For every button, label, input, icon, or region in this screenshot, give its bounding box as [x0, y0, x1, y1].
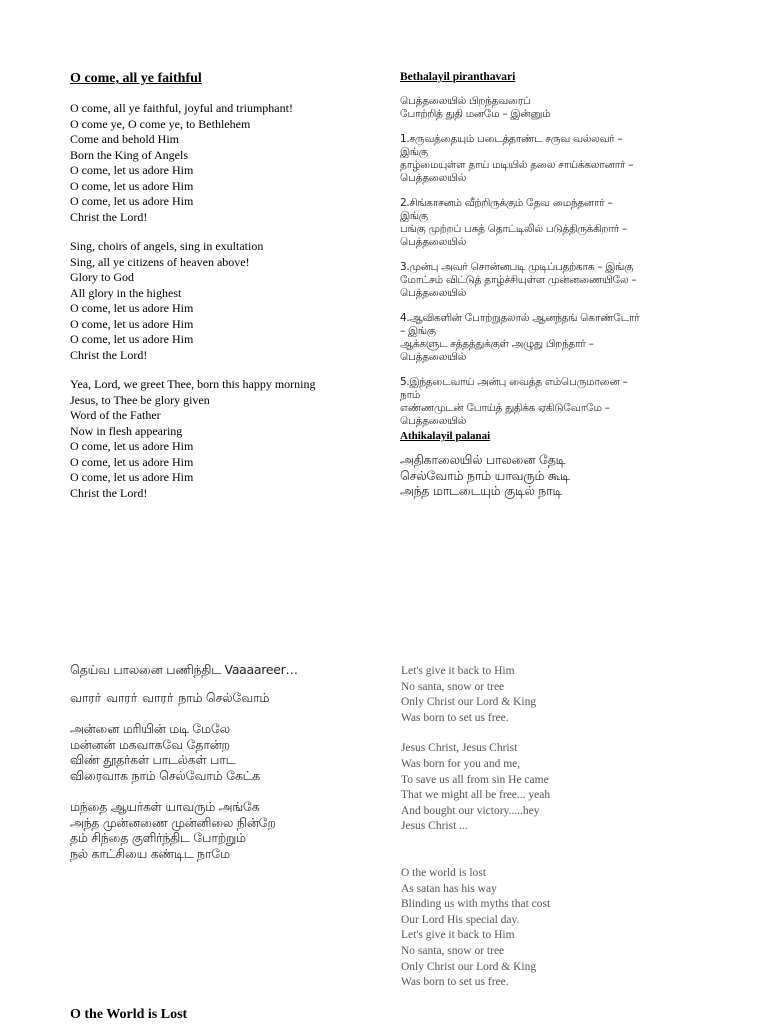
lyric-line: பெத்தலையில் [400, 287, 467, 299]
stanza [401, 866, 701, 991]
lyric-line: ஆக்களுட சத்தத்துக்குள் அழுது பிறந்தார் – [400, 338, 594, 350]
lyric-line: Sing, choirs of angels, sing in exultation [70, 239, 264, 253]
stanza [70, 101, 370, 225]
lyric-line: Glory to God [70, 270, 134, 284]
lyric-line: 4.ஆவிகளின் போற்றுதலால் ஆனந்தங் கொண்டோர் [400, 312, 640, 324]
lyric-line: எண்ணமுடன் போய்த் துதிக்க ஏகிடுவோமே – [400, 402, 610, 414]
lyric-line: No santa, snow or tree [401, 944, 505, 957]
stanza [400, 197, 710, 249]
lyric-line: To save us all from sin He came [401, 773, 549, 786]
lyric-line: Our Lord His special day. [401, 913, 520, 926]
lyric-line: தம் சிந்தை குளிர்ந்திட போற்றும் [70, 830, 246, 845]
lyric-line: Sing, all ye citizens of heaven above! [70, 254, 250, 269]
stanza [401, 664, 701, 726]
lyric-line: Christ the Lord! [70, 347, 148, 362]
lyric-line: Christ the Lord! [70, 485, 148, 500]
lyric-line: O come, let us adore Him [70, 316, 194, 331]
lyric-line: 1.சருவத்தையும் படைத்தாண்ட சருவ வல்லவர் – [400, 133, 623, 145]
lyric-line: Born the King of Angels [70, 147, 188, 162]
lyric-line: O come ye, O come ye, to Bethlehem [70, 116, 251, 131]
lyric-line: Jesus, to Thee be glory given [70, 392, 210, 407]
lyric-line: Blinding us with myths that cost [401, 898, 551, 911]
lyric-line: மோட்சம் விட்டுத் தாழ்ச்சியுள்ள முன்னணையிலே – [400, 274, 637, 286]
lyric-line: Now in flesh appearing [70, 423, 183, 438]
stanza [400, 261, 710, 300]
lyric-line: பெத்தலையில் [400, 172, 467, 184]
lyric-line: Was born for you and me, [401, 757, 521, 770]
lyric-line: Let's give it back to Him [401, 665, 515, 677]
lyric-line: இங்கு [400, 210, 428, 222]
hymn-title: O come, all ye faithful [70, 71, 202, 86]
section-title: O the World is Lost [70, 1007, 188, 1022]
lyric-line: Word of the Father [70, 408, 161, 422]
lyric-line: விரைவாக நாம் செல்வோம் கேட்க [70, 767, 260, 783]
lyric-line: நாம் [400, 389, 421, 401]
lyric-line: As satan has his way [401, 882, 497, 895]
stanza [400, 452, 710, 499]
lyric-line: O come, let us adore Him [70, 470, 194, 484]
lyric-line: O come, all ye faithful, joyful and triumphant! [70, 101, 293, 115]
lyric-line: O come, let us adore Him [70, 454, 194, 469]
lyric-line: அதிகாலையில் பாலனை தேடி [400, 452, 566, 467]
lyric-line: 2.சிங்காசனம் வீற்றிருக்கும் தேவ மைந்தனார் – [400, 197, 613, 209]
lyric-line: Yea, Lord, we greet Thee, born this happy morning [70, 377, 316, 391]
lyric-line: 3.முன்பு அவர் சொன்னபடி முடிப்பதற்காக – இங்கு [400, 261, 634, 273]
stanza [70, 239, 370, 363]
stanza [400, 95, 710, 121]
lyric-line: பெத்தலையில் [400, 236, 467, 248]
hymn-o-come-all-ye-faithful [70, 71, 370, 501]
lyric-line: நல் காட்சியை கண்டிட நாமே [70, 845, 230, 861]
stanza [70, 690, 370, 706]
lyric-line: பங்கு முற்றப் பசுத் தொட்டிலில் படுத்திருக்கிறார் – [400, 223, 627, 235]
stanza [70, 799, 370, 861]
lyric-line: வாரா் வாரா் வாரா் நாம் செல்வோம் [70, 689, 270, 705]
stanza [400, 133, 710, 185]
lyric-line: O come, let us adore Him [70, 178, 194, 193]
lyric-line: மந்தை ஆயர்கள் யாவரும் அங்கே [70, 799, 260, 814]
lyric-line: Jesus Christ ... [401, 820, 468, 833]
lyric-line: அந்த முன்னணை முன்னிலை நின்றே [70, 814, 276, 830]
hymn-title: Bethalayil piranthavari [400, 71, 516, 83]
lyric-line: விண் தூதர்கள் பாடல்கள் பாட [70, 752, 236, 767]
lyric-line: பெத்தலையில் [400, 415, 467, 427]
lyric-line: அந்த மாடடையும் குடில் நாடி [400, 483, 563, 498]
stanza [400, 376, 710, 428]
lyric-line: Come and behold Him [70, 132, 179, 146]
stanza [400, 312, 710, 364]
lyric-line: Only Christ our Lord & King [401, 696, 537, 709]
lyric-line: That we might all be free... yeah [401, 789, 551, 802]
lyric-line: தெய்வ பாலனை பணிந்திட Vaaaareer… [70, 662, 298, 677]
lyric-line: Christ the Lord! [70, 209, 148, 224]
lyric-line: இங்கு [400, 146, 428, 158]
lyric-line: O come, let us adore Him [70, 163, 194, 177]
lyric-line: No santa, snow or tree [401, 680, 505, 693]
lyric-line: Was born to set us free. [401, 711, 509, 724]
stanza [70, 721, 370, 783]
section-subtitle: Athikalayil palanai [400, 430, 491, 442]
lyric-line: Jesus Christ, Jesus Christ [401, 742, 518, 755]
lyric-line: 5.இந்தடைவாய் அன்பு வைத்த எம்பெருமானை – [400, 376, 628, 388]
hymn-bethalayil-piranthavari [400, 71, 710, 499]
lyric-line: மன்னன் மகவாகவே தோன்ற [70, 736, 230, 752]
lyric-line: பெத்தலையில் [400, 351, 467, 363]
tamil-lyrics-continued [70, 662, 370, 861]
lyric-line: Was born to set us free. [401, 976, 509, 989]
lyric-line: O come, let us adore Him [70, 332, 194, 346]
lyric-line: And bought our victory.....hey [401, 804, 540, 817]
lyric-line: Let's give it back to Him [401, 929, 515, 942]
lyric-line: அன்னை மரியின் மடி மேலே [70, 721, 230, 736]
lyric-line: – இங்கு [400, 325, 436, 337]
o-the-world-is-lost-lyrics [401, 664, 701, 991]
stanza [70, 662, 370, 678]
lyric-line: O come, let us adore Him [70, 194, 194, 208]
lyric-line: பெத்தலையில் பிறந்தவரைப் [400, 95, 531, 107]
stanza [401, 741, 701, 835]
lyric-line: தாழ்மையுள்ள தாய் மடியில் தலை சாய்க்கலானார் – [400, 159, 634, 171]
lyric-line: Only Christ our Lord & King [401, 960, 537, 973]
lyric-line: O come, let us adore Him [70, 439, 194, 453]
lyric-line: போற்றித் துதி மனமே – இன்னும் [400, 108, 551, 120]
lyric-line: செல்வோம் நாம் யாவரும் கூடி [400, 467, 570, 483]
lyric-line: O the world is lost [401, 866, 486, 879]
stanza [70, 377, 370, 501]
lyric-line: O come, let us adore Him [70, 301, 194, 315]
lyric-line: All glory in the highest [70, 285, 182, 300]
